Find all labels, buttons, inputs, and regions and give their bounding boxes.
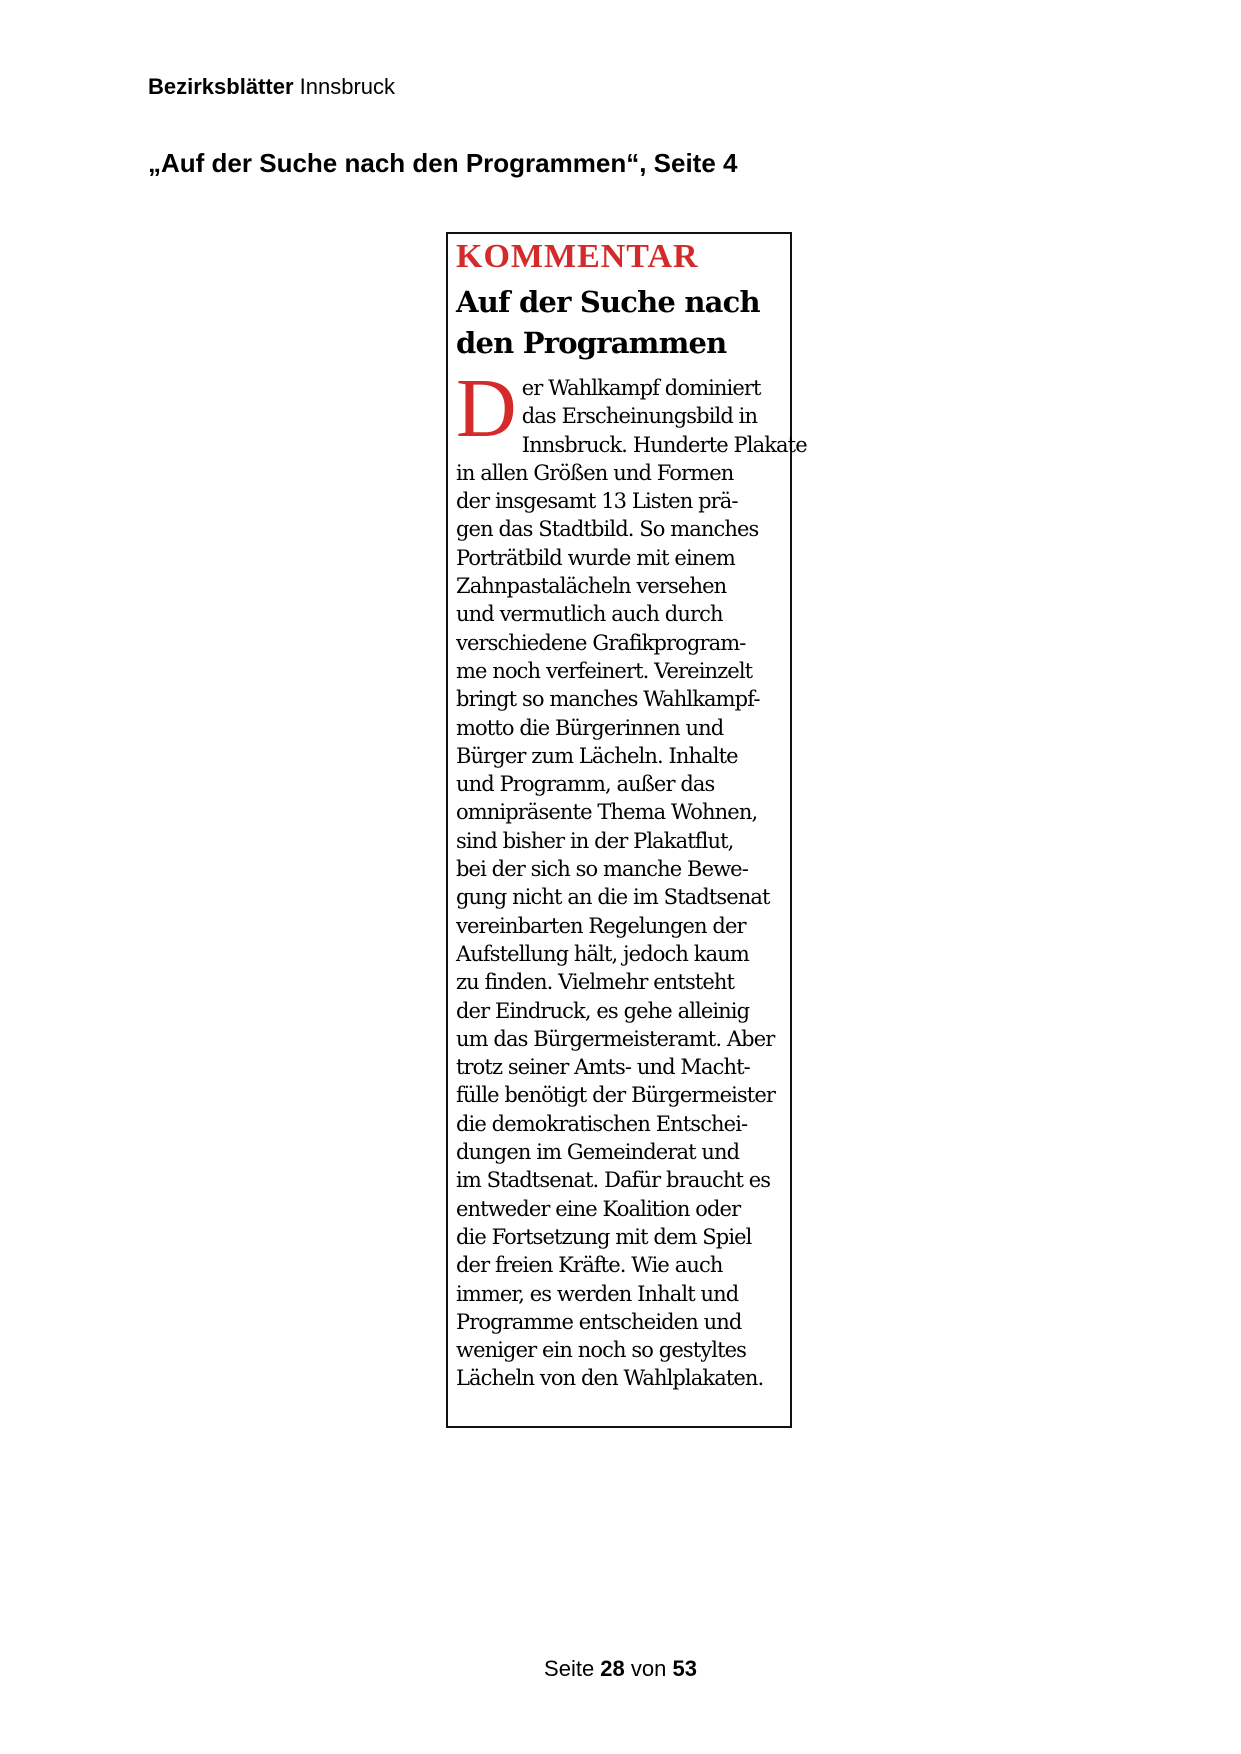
article-body	[456, 362, 807, 1393]
document-title: „Auf der Suche nach den Programmen“, Seite 4	[148, 148, 738, 178]
body-line: vereinbarten Regelungen der	[456, 913, 746, 938]
headline-line: den Programmen	[456, 326, 727, 360]
body-line: omnipräsente Thema Wohnen,	[456, 800, 758, 825]
current-page: 28	[600, 1656, 625, 1681]
body-line: bringt so manches Wahlkampf-	[456, 687, 760, 712]
body-line: immer, es werden Inhalt und	[456, 1281, 739, 1306]
newspaper-clipping	[446, 232, 807, 1428]
body-line: entweder eine Koalition oder	[456, 1196, 741, 1221]
body-line: Aufstellung hält, jedoch kaum	[456, 941, 749, 966]
publication-source	[148, 74, 395, 100]
body-line: der freien Kräfte. Wie auch	[456, 1253, 723, 1278]
total-pages: 53	[672, 1656, 697, 1681]
body-line: und vermutlich auch durch	[456, 602, 723, 627]
body-line: zu finden. Vielmehr entsteht	[456, 970, 735, 995]
body-line: me noch verfeinert. Vereinzelt	[456, 658, 753, 683]
body-line: um das Bürgermeisteramt. Aber	[456, 1026, 775, 1051]
body-line: die Fortsetzung mit dem Spiel	[456, 1224, 752, 1249]
body-line: die demokratischen Entschei-	[456, 1111, 748, 1136]
body-line: er Wahlkampf dominiert	[521, 376, 761, 400]
body-line: Innsbruck. Hunderte Plakate	[521, 432, 807, 457]
body-line: Zahnpastalächeln versehen	[456, 574, 727, 599]
body-line: trotz seiner Amts- und Macht-	[456, 1055, 750, 1080]
body-line: Programme entscheiden und	[456, 1309, 742, 1334]
body-line: sind bisher in der Plakatflut,	[456, 828, 734, 853]
page-prefix: Seite	[544, 1656, 601, 1681]
body-line: das Erscheinungsbild in	[521, 404, 758, 429]
page-separator: von	[624, 1656, 673, 1681]
article-headline	[456, 282, 790, 364]
publication-edition: Innsbruck	[293, 74, 396, 99]
body-line: Bürger zum Lächeln. Inhalte	[456, 743, 738, 768]
body-line: in allen Größen und Formen	[456, 460, 734, 485]
body-line: dungen im Gemeinderat und	[456, 1140, 740, 1165]
drop-cap: D	[456, 362, 516, 455]
publication-name: Bezirksblätter	[148, 74, 294, 99]
page-number	[0, 1656, 1241, 1682]
body-line: weniger ein noch so gestyltes	[456, 1338, 747, 1363]
body-line: und Programm, außer das	[456, 772, 715, 797]
body-line: Lächeln von den Wahlplakaten.	[456, 1366, 764, 1391]
rubric-label: KOMMENTAR	[456, 238, 699, 275]
body-line: Porträtbild wurde mit einem	[456, 545, 735, 570]
body-line: der Eindruck, es gehe alleinig	[456, 998, 750, 1023]
body-line: gen das Stadtbild. So manches	[456, 517, 759, 542]
body-line: motto die Bürgerinnen und	[456, 715, 724, 740]
body-line: verschiedene Grafikprogram-	[456, 630, 746, 655]
body-line: im Stadtsenat. Dafür braucht es	[456, 1168, 771, 1193]
body-line: der insgesamt 13 Listen prä-	[456, 489, 738, 514]
headline-line: Auf der Suche nach	[456, 285, 760, 319]
body-line: fülle benötigt der Bürgermeister	[456, 1083, 776, 1108]
body-line: bei der sich so manche Bewe-	[456, 857, 748, 882]
body-line: gung nicht an die im Stadtsenat	[456, 885, 770, 910]
